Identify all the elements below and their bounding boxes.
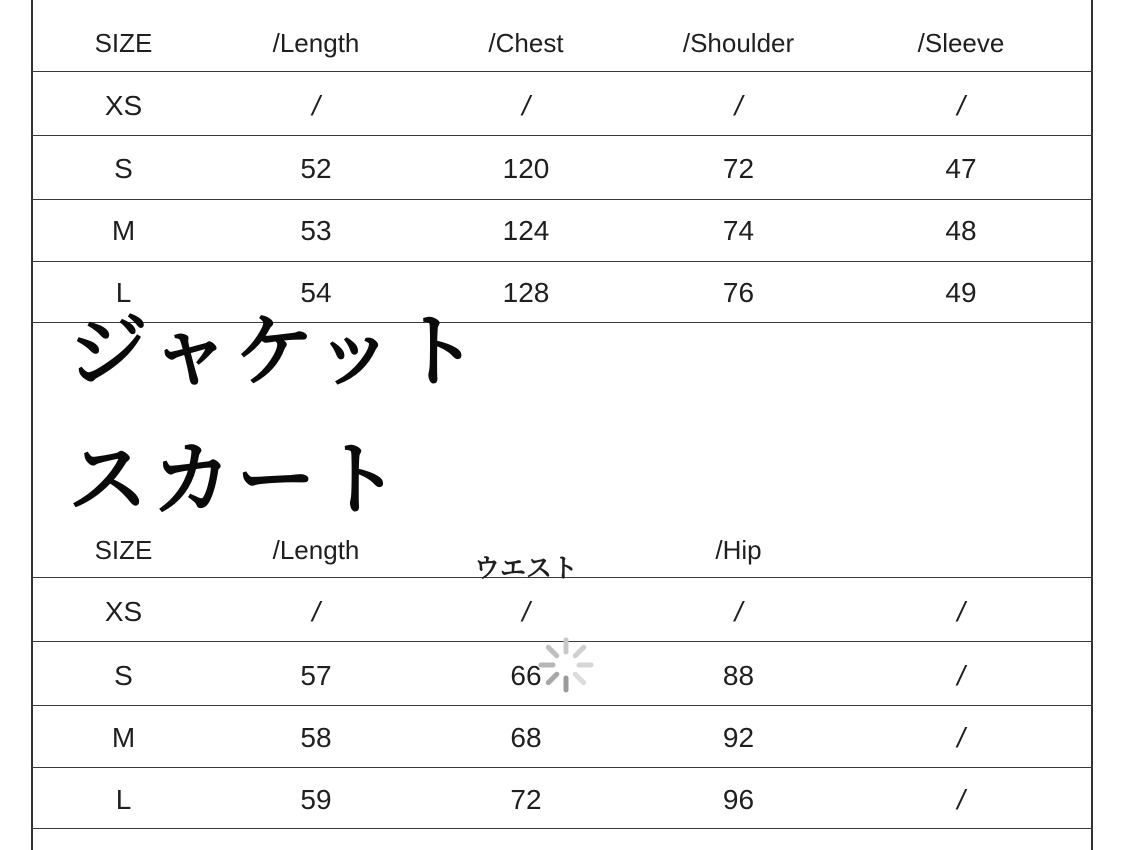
table-row — [31, 582, 1093, 642]
hip-cell: 96 — [722, 784, 755, 815]
waist-cell: 68 — [510, 722, 542, 753]
chest-cell: / — [522, 90, 530, 121]
table-row — [31, 707, 1093, 769]
size-cell: M — [111, 215, 136, 246]
header-sleeve: /Sleeve — [917, 27, 1005, 58]
shoulder-cell: / — [734, 90, 743, 121]
table-row — [31, 76, 1093, 136]
length-cell: 53 — [300, 215, 332, 246]
table-row — [31, 200, 1093, 262]
hip-cell: 92 — [722, 722, 755, 753]
size-cell: S — [114, 660, 133, 691]
size-cell: XS — [104, 596, 143, 627]
shoulder-cell: 72 — [722, 153, 755, 184]
length-cell: 57 — [300, 660, 332, 691]
length-cell: 52 — [300, 153, 332, 184]
size-cell: L — [115, 784, 132, 815]
sleeve-cell: 48 — [945, 215, 977, 246]
sleeve-cell: / — [957, 90, 965, 121]
header-hip: /Hip — [715, 534, 762, 565]
length-cell: / — [312, 596, 320, 627]
jacket-header-row — [31, 15, 1093, 71]
header-chest: /Chest — [488, 27, 564, 58]
header-blank — [876, 522, 1046, 578]
skirt-header-row — [31, 522, 1093, 584]
sleeve-cell: 47 — [945, 153, 977, 184]
shoulder-cell: 76 — [722, 277, 755, 308]
size-cell: S — [114, 153, 133, 184]
jacket-title: ジャケット — [68, 305, 483, 398]
length-cell: 58 — [300, 722, 332, 753]
extra-cell: / — [957, 660, 965, 691]
length-cell: 54 — [300, 277, 332, 308]
size-cell: M — [111, 722, 136, 753]
header-size: SIZE — [94, 534, 153, 565]
header-waist: ウエスト — [473, 553, 578, 584]
header-size: SIZE — [94, 27, 153, 58]
hip-cell: / — [734, 596, 743, 627]
skirt-title: スカート — [68, 433, 404, 526]
sleeve-cell: 49 — [945, 277, 977, 308]
header-length: /Length — [272, 534, 360, 565]
waist-cell: 66 — [510, 660, 542, 691]
length-cell: 59 — [300, 784, 332, 815]
extra-cell: / — [957, 596, 965, 627]
extra-cell: / — [957, 784, 965, 815]
chest-cell: 120 — [502, 153, 550, 184]
header-shoulder: /Shoulder — [682, 27, 795, 58]
length-cell: / — [312, 90, 320, 121]
table-row — [31, 769, 1093, 831]
size-cell: XS — [104, 90, 143, 121]
hip-cell: 88 — [722, 660, 755, 691]
waist-cell: / — [522, 596, 530, 627]
extra-cell: / — [957, 722, 965, 753]
table-row — [31, 138, 1093, 200]
size-cell: L — [115, 277, 132, 308]
shoulder-cell: 74 — [722, 215, 755, 246]
chest-cell: 124 — [502, 215, 550, 246]
spinner-icon — [537, 636, 595, 694]
waist-cell: 72 — [510, 784, 542, 815]
chest-cell: 128 — [502, 277, 550, 308]
header-length: /Length — [272, 27, 360, 58]
